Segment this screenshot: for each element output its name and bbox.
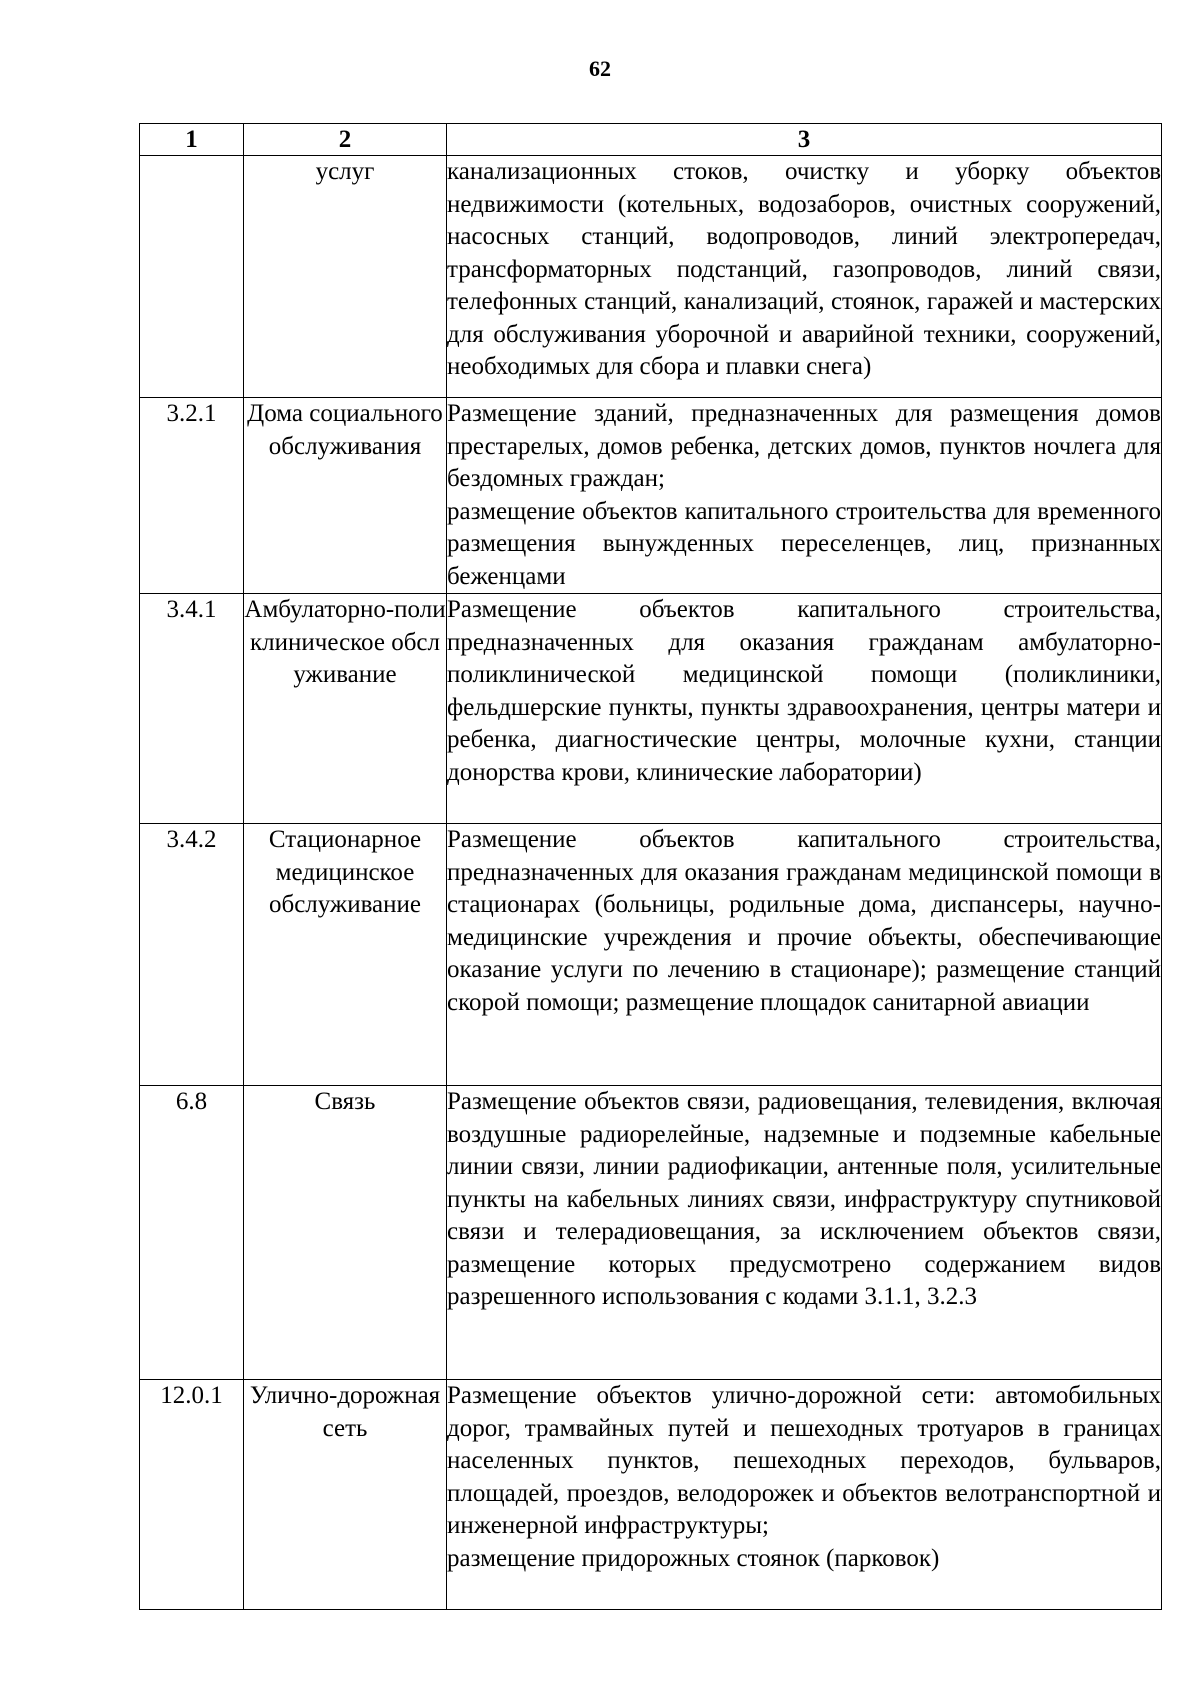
row-name: Дома социального обслуживания	[244, 398, 447, 594]
row-code: 12.0.1	[140, 1380, 244, 1610]
table-row	[140, 594, 1162, 824]
header-row	[140, 124, 1162, 156]
row-code: 3.4.2	[140, 824, 244, 1086]
row-code	[140, 156, 244, 398]
row-description	[447, 1380, 1162, 1610]
table-body	[140, 156, 1162, 1610]
description-paragraph: Размещение зданий, предназначенных для размещения домов престарелых, домов ребенка, детских домов, пунктов ночлега для бездомных граждан;	[447, 400, 1161, 492]
header-col-1: 1	[140, 124, 244, 156]
row-name: Связь	[244, 1086, 447, 1380]
description-paragraph: канализационных стоков, очистку и уборку объектов недвижимости (котельных, водозаборов, очистных сооружений, насосных станций, водопроводов, линий электропередач, трансформаторных подстанций, газопроводов, линий связи, телефонных станций, канализаций, стоянок, гаражей и мастерских для обслуживания уборочной и аварийной техники, сооружений, необходимых для сбора и плавки снега)	[447, 158, 1161, 380]
row-name: Улично-дорожная сеть	[244, 1380, 447, 1610]
description-paragraph: размещение объектов капитального строительства для временного размещения вынужденных переселенцев, лиц, признанных беженцами	[447, 497, 1161, 590]
description-paragraph: размещение придорожных стоянок (парковок)	[447, 1544, 940, 1572]
description-paragraph: Размещение объектов капитального строительства, предназначенных для оказания гражданам медицинской помощи в стационарах (больницы, родильные дома, диспансеры, научно-медицинские учреждения и прочие объекты, обеспечивающие оказание услуги по лечению в стационаре); размещение станций скорой помощи; размещение площадок санитарной авиации	[447, 826, 1161, 1016]
table-header	[140, 124, 1162, 156]
table-row	[140, 824, 1162, 1086]
table-row	[140, 156, 1162, 398]
row-description	[447, 398, 1162, 594]
row-name: Амбулаторно-поликлиническое обслуживание	[244, 594, 447, 824]
page-number: 62	[589, 56, 611, 81]
header-col-3: 3	[447, 124, 1162, 156]
table-row	[140, 398, 1162, 594]
description-paragraph: Размещение объектов связи, радиовещания, телевидения, включая воздушные радиорелейные, надземные и подземные кабельные линии связи, линии радиофикации, антенные поля, усилительные пункты на кабельных линиях связи, инфраструктуру спутниковой связи и телерадиовещания, за исключением объектов связи, размещение которых предусмотрено содержанием видов разрешенного использования с кодами 3.1.1, 3.2.3	[447, 1088, 1161, 1310]
description-paragraph: Размещение объектов улично-дорожной сети: автомобильных дорог, трамвайных путей и пешеходных тротуаров в границах населенных пунктов, пешеходных переходов, бульваров, площадей, проездов, велодорожек и объектов велотранспортной и инженерной инфраструктуры;	[447, 1382, 1161, 1539]
header-col-2: 2	[244, 124, 447, 156]
row-name: услуг	[244, 156, 447, 398]
row-name: Стационарное медицинское обслуживание	[244, 824, 447, 1086]
row-code: 3.4.1	[140, 594, 244, 824]
row-code: 6.8	[140, 1086, 244, 1380]
row-description	[447, 1086, 1162, 1380]
land-use-table	[139, 123, 1162, 1610]
row-description	[447, 156, 1162, 398]
row-description	[447, 594, 1162, 824]
table-row	[140, 1086, 1162, 1380]
table-row	[140, 1380, 1162, 1610]
row-code: 3.2.1	[140, 398, 244, 594]
row-description	[447, 824, 1162, 1086]
description-paragraph: Размещение объектов капитального строительства, предназначенных для оказания гражданам амбулаторно-поликлинической медицинской помощи (поликлиники, фельдшерские пункты, пункты здравоохранения, центры матери и ребенка, диагностические центры, молочные кухни, станции донорства крови, клинические лаборатории)	[447, 596, 1161, 786]
